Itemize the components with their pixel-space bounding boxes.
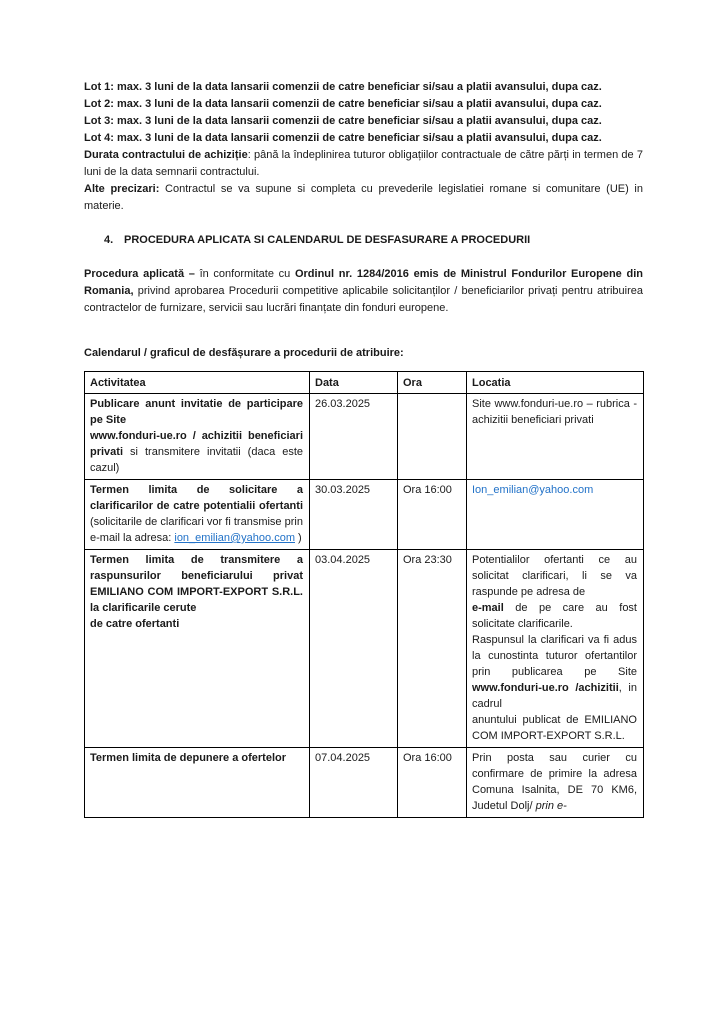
activity-cell: Termen limita de depunere a ofertelor — [85, 748, 310, 818]
time-cell: Ora 16:00 — [398, 748, 467, 818]
date-cell: 03.04.2025 — [310, 550, 398, 748]
lot-4-line: Lot 4: max. 3 luni de la data lansarii comenzii de catre beneficiar si/sau a platii avansului, dupa caz. — [84, 132, 602, 144]
location-cell: Potentialilor ofertanti ce au solicitat clarificari, li se va raspunde pe adresa de e-mail de pe care au fost solicitate clarificarile. Raspunsul la clarificari va fi adus la cunostinta tuturor ofertantilor prin publicarea pe Site www.fonduri-ue.ro /achizitii, in cadrul anuntului publicat de EMILIANO COM IMPORT-EXPORT S.R.L. — [467, 550, 644, 748]
lot-3-line: Lot 3: max. 3 luni de la data lansarii comenzii de catre beneficiar si/sau a platii avansului, dupa caz. — [84, 115, 602, 127]
email-link[interactable]: ion_emilian@yahoo.com — [174, 532, 295, 544]
date-cell: 26.03.2025 — [310, 394, 398, 480]
table-row-termen-raspunsuri — [85, 550, 644, 748]
lot-1-line: Lot 1: max. 3 luni de la data lansarii comenzii de catre beneficiar si/sau a platii avansului, dupa caz. — [84, 81, 602, 93]
time-cell — [398, 394, 467, 480]
location-cell: Site www.fonduri-ue.ro – rubrica - achizitii beneficiari privati — [467, 394, 644, 480]
location-cell — [467, 480, 644, 550]
table-row-publicare-anunt — [85, 394, 644, 480]
activity-cell: Publicare anunt invitatie de participare pe Site www.fonduri-ue.ro / achizitii beneficiari privati si transmitere invitatii (daca este cazul) — [85, 394, 310, 480]
table-row-termen-clarificari — [85, 480, 644, 550]
table-header-row — [85, 372, 644, 394]
column-header-locatia: Locatia — [467, 372, 644, 394]
date-cell: 30.03.2025 — [310, 480, 398, 550]
column-header-activitatea: Activitatea — [85, 372, 310, 394]
email-link[interactable]: Ion_emilian@yahoo.com — [472, 484, 594, 496]
procedure-schedule-table — [84, 371, 644, 818]
location-cell: Prin posta sau curier cu confirmare de primire la adresa Comuna Isalnita, DE 70 KM6, Judetul Dolj/ prin e- — [467, 748, 644, 818]
document-content — [84, 79, 643, 818]
date-cell: 07.04.2025 — [310, 748, 398, 818]
other-notes-line: Alte precizari: Contractul se va supune si completa cu prevederile legislatiei romane si comunitare (UE) in materie. — [84, 183, 643, 212]
procedure-paragraph: Procedura aplicată – în conformitate cu Ordinul nr. 1284/2016 emis de Ministrul Fondurilor Europene din Romania, privind aprobarea Procedurii competitive aplicabile solicitanților / beneficiarilor privați pentru atribuirea contractelor de furnizare, servicii sau lucrări finanțate din fonduri europene. — [84, 268, 643, 314]
lot-2-line: Lot 2: max. 3 luni de la data lansarii comenzii de catre beneficiar si/sau a platii avansului, dupa caz. — [84, 98, 602, 110]
intro-block — [84, 79, 643, 215]
table-caption: Calendarul / graficul de desfășurare a procedurii de atribuire: — [84, 347, 404, 359]
column-header-data: Data — [310, 372, 398, 394]
contract-duration-line: Durata contractului de achiziție: până la îndeplinirea tuturor obligațiilor contractuale de către părți in termen de 7 luni de la data semnarii contractului. — [84, 149, 643, 178]
time-cell: Ora 23:30 — [398, 550, 467, 748]
table-row-termen-depunere — [85, 748, 644, 818]
section-heading — [104, 232, 643, 249]
section-title: PROCEDURA APLICATA SI CALENDARUL DE DESFASURARE A PROCEDURII — [124, 234, 531, 246]
time-cell: Ora 16:00 — [398, 480, 467, 550]
column-header-ora: Ora — [398, 372, 467, 394]
activity-cell: Termen limita de transmitere a raspunsurilor beneficiarului privat EMILIANO COM IMPORT-EXPORT S.R.L. la clarificarile cerute de catre ofertanti — [85, 550, 310, 748]
section-number: 4. — [104, 234, 114, 246]
activity-cell: Termen limita de solicitare a clarificarilor de catre potentialii ofertanti (solicitarile de clarificari vor fi transmise prin e-mail la adresa: ion_emilian@yahoo.com ) — [85, 480, 310, 550]
